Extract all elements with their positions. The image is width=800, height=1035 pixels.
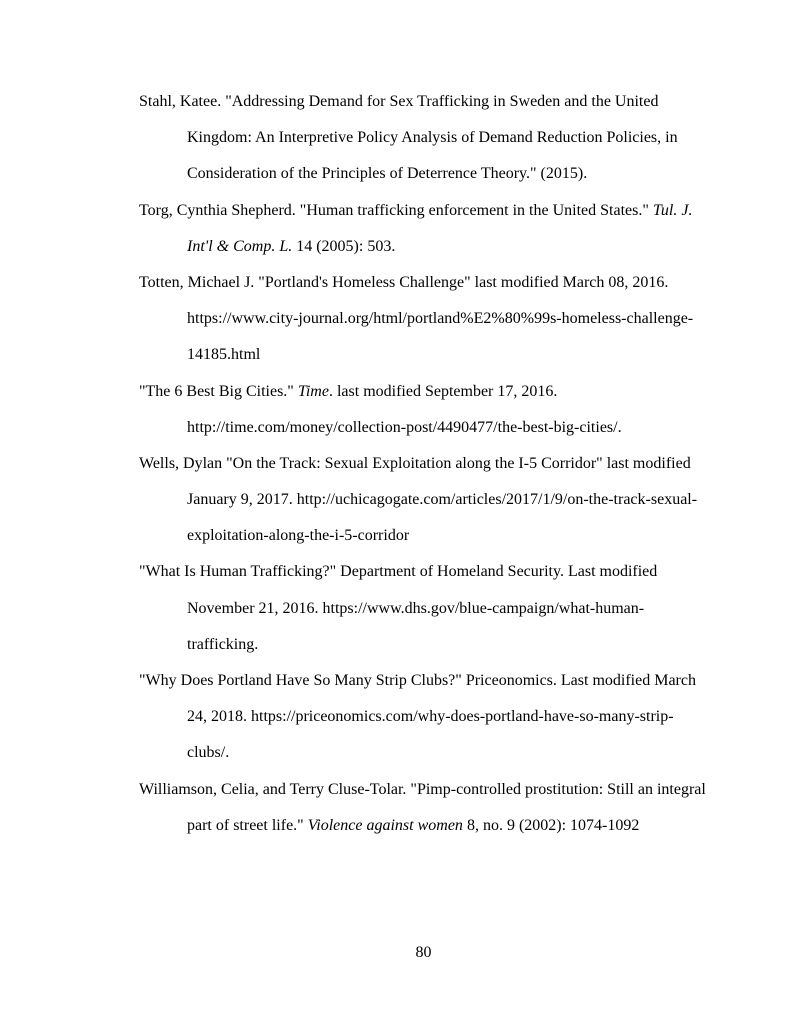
page-number: 80 xyxy=(415,944,432,961)
bib-line xyxy=(139,627,759,663)
bib-text-segment: exploitation-along-the-i-5-corridor xyxy=(187,527,410,545)
bib-text-segment: Totten, Michael J. "Portland's Homeless Challenge" last modified March 08, 2016. xyxy=(139,273,669,291)
bib-text-segment: Stahl, Katee. "Addressing Demand for Sex Trafficking in Sweden and the United xyxy=(139,93,659,110)
bib-text-segment: 14 (2005): 503. xyxy=(292,237,396,255)
bib-text-segment: Int'l & Comp. L. xyxy=(187,237,293,255)
bib-text-segment: Tul. J. xyxy=(652,201,693,219)
bib-text-segment: 24, 2018. https://priceonomics.com/why-does-portland-have-so-many-strip- xyxy=(187,708,674,726)
bib-line xyxy=(139,446,759,482)
bib-line xyxy=(139,699,759,735)
bib-text-segment: http://time.com/money/collection-post/4490477/the-best-big-cities/. xyxy=(187,418,622,436)
bib-line xyxy=(139,410,759,446)
bib-line xyxy=(139,554,759,590)
bib-line xyxy=(139,808,759,844)
bib-line xyxy=(139,193,759,229)
bibliography-entry xyxy=(139,772,759,844)
bib-text-segment: Consideration of the Principles of Deterrence Theory." (2015). xyxy=(187,165,588,183)
bib-text-segment: . last modified September 17, 2016. xyxy=(328,382,558,400)
bib-text-segment: "Why Does Portland Have So Many Strip Clubs?" Priceonomics. Last modified March xyxy=(139,672,696,689)
bib-line xyxy=(139,301,759,337)
bib-text-segment: Kingdom: An Interpretive Policy Analysis of Demand Reduction Policies, in xyxy=(187,129,678,147)
bib-line xyxy=(139,229,759,265)
bibliography-entry xyxy=(139,446,759,555)
bib-line xyxy=(139,735,759,771)
bib-text-segment: Wells, Dylan "On the Track: Sexual Exploitation along the I-5 Corridor" last modified xyxy=(139,454,691,472)
bib-line xyxy=(139,120,759,156)
bibliography-entry xyxy=(139,663,759,772)
bibliography-entry xyxy=(139,554,759,663)
bib-text-segment: Time xyxy=(297,382,329,400)
bib-text-segment: trafficking. xyxy=(187,635,259,653)
bibliography-entry xyxy=(139,193,759,265)
bib-line xyxy=(139,156,759,192)
bib-text-segment: "The 6 Best Big Cities." xyxy=(139,382,298,400)
bib-line xyxy=(139,518,759,554)
bib-text-segment: Torg, Cynthia Shepherd. "Human trafficking enforcement in the United States." xyxy=(139,201,653,219)
bib-line xyxy=(139,663,759,699)
bib-text-segment: Violence against women xyxy=(307,816,463,834)
bibliography-entry xyxy=(139,84,759,193)
bib-text-segment: https://www.city-journal.org/html/portland%E2%80%99s-homeless-challenge- xyxy=(187,310,694,328)
bib-line xyxy=(139,374,759,410)
bib-text-segment: 14185.html xyxy=(187,346,261,364)
bib-text-segment: Williamson, Celia, and Terry Cluse-Tolar. "Pimp-controlled prostitution: Still an integral xyxy=(139,780,706,798)
bibliography-list xyxy=(139,84,759,844)
bib-line xyxy=(139,482,759,518)
bib-line xyxy=(139,265,759,301)
bib-line xyxy=(139,337,759,373)
bib-line xyxy=(139,772,759,808)
bib-text-segment: clubs/. xyxy=(187,744,230,762)
bib-text-segment: part of street life." xyxy=(187,816,308,834)
bib-line xyxy=(139,84,759,120)
bib-text-segment: January 9, 2017. http://uchicagogate.com/articles/2017/1/9/on-the-track-sexual- xyxy=(187,491,698,509)
bibliography-entry xyxy=(139,265,759,374)
bibliography-entry xyxy=(139,374,759,446)
bib-text-segment: November 21, 2016. https://www.dhs.gov/blue-campaign/what-human- xyxy=(187,599,645,617)
bib-line xyxy=(139,591,759,627)
bib-text-segment: "What Is Human Trafficking?" Department of Homeland Security. Last modified xyxy=(139,563,658,581)
bib-text-segment: 8, no. 9 (2002): 1074-1092 xyxy=(462,816,640,834)
